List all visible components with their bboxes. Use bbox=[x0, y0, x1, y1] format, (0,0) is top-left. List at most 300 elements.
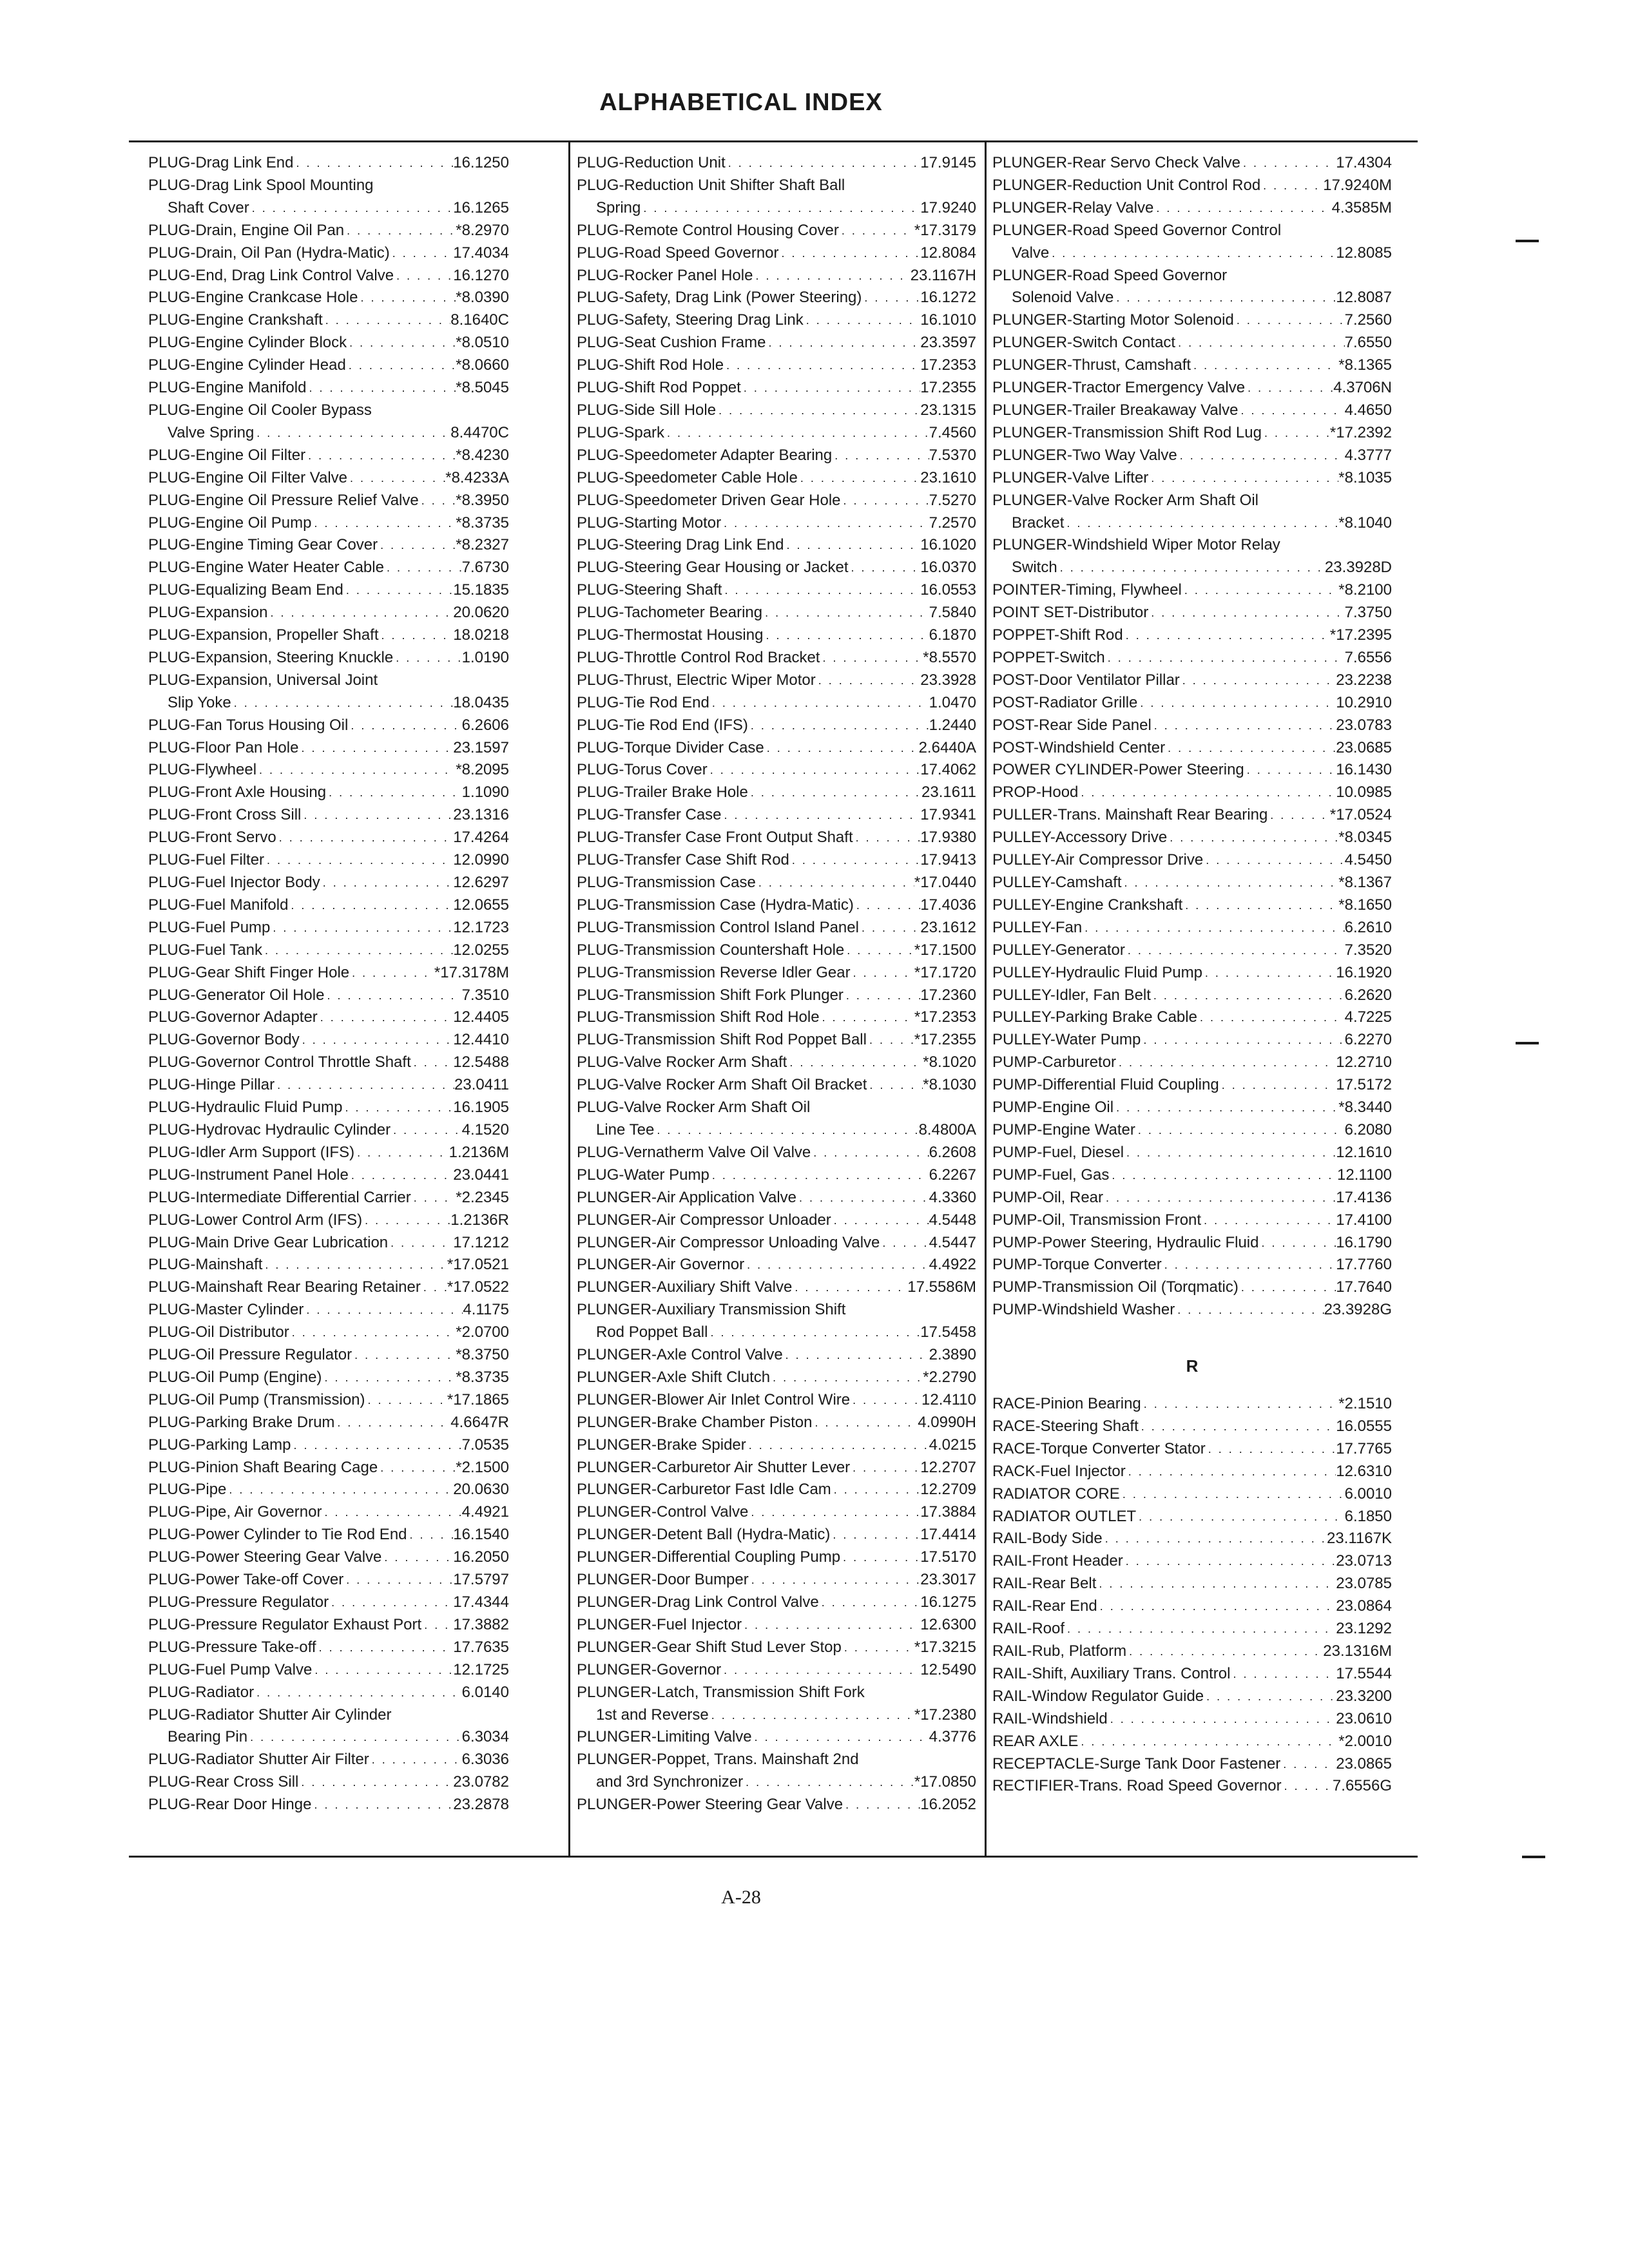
dot-leader bbox=[1151, 985, 1345, 1007]
entry-reference-number: 7.6556G bbox=[1332, 1777, 1392, 1795]
entry-reference-number: 12.1725 bbox=[453, 1660, 509, 1678]
entry-reference-number: 12.8085 bbox=[1336, 244, 1392, 262]
index-entry bbox=[577, 399, 976, 422]
index-entry bbox=[992, 782, 1392, 804]
index-entry bbox=[577, 1074, 976, 1097]
entry-reference-number: 23.0685 bbox=[1336, 738, 1392, 756]
dot-leader bbox=[862, 287, 920, 309]
index-entry bbox=[577, 1591, 976, 1614]
index-entry bbox=[992, 1663, 1392, 1686]
entry-reference-number: 23.3928G bbox=[1324, 1301, 1392, 1319]
dot-leader bbox=[1057, 557, 1325, 579]
dot-leader bbox=[421, 1276, 447, 1299]
dot-leader bbox=[1148, 467, 1338, 490]
entry-reference-number: 17.5544 bbox=[1336, 1664, 1392, 1682]
dot-leader bbox=[254, 1682, 462, 1704]
entry-reference-number: 12.0255 bbox=[453, 941, 509, 959]
index-entry bbox=[577, 197, 976, 220]
dot-leader bbox=[709, 1704, 914, 1727]
entry-term: PLUG-Pipe bbox=[148, 1481, 227, 1499]
index-entry bbox=[148, 962, 509, 985]
index-entry bbox=[148, 1164, 509, 1187]
entry-reference-number: *17.0440 bbox=[914, 874, 976, 891]
dot-leader bbox=[1108, 1708, 1336, 1731]
dot-leader bbox=[849, 557, 921, 579]
entry-reference-number: 12.0990 bbox=[453, 851, 509, 869]
dot-leader bbox=[348, 715, 461, 737]
dot-leader bbox=[841, 490, 929, 512]
entry-reference-number: 4.3777 bbox=[1344, 446, 1392, 464]
entry-reference-number: *8.3440 bbox=[1338, 1099, 1392, 1117]
index-entry bbox=[148, 1187, 509, 1209]
index-entry bbox=[148, 1591, 509, 1614]
entry-term: PLUG-Hydraulic Fluid Pump bbox=[148, 1099, 343, 1117]
index-entry bbox=[577, 939, 976, 962]
entry-term: PLUG-Pressure Take-off bbox=[148, 1638, 316, 1656]
index-entry bbox=[148, 557, 509, 579]
entry-reference-number: *8.3750 bbox=[456, 1346, 509, 1364]
entry-term: PLUG-Trailer Brake Hole bbox=[577, 783, 748, 802]
index-entry bbox=[992, 1438, 1392, 1461]
dot-leader bbox=[1113, 287, 1336, 309]
entry-term: Bearing Pin bbox=[168, 1728, 248, 1746]
entry-reference-number: 12.1610 bbox=[1336, 1143, 1392, 1161]
dot-leader bbox=[744, 1254, 929, 1276]
index-entry bbox=[992, 287, 1392, 309]
index-entry bbox=[148, 332, 509, 354]
dot-leader bbox=[850, 1457, 920, 1479]
entry-reference-number: *8.1650 bbox=[1338, 896, 1392, 914]
entry-term: PLUG-Fuel Pump bbox=[148, 918, 271, 936]
entry-reference-number: 4.3706N bbox=[1333, 379, 1392, 397]
dot-leader bbox=[1238, 399, 1344, 422]
index-entry bbox=[148, 1794, 509, 1816]
index-entry bbox=[577, 152, 976, 175]
entry-term: PULLEY-Parking Brake Cable bbox=[992, 1008, 1197, 1026]
entry-term: PLUG-Torque Divider Case bbox=[577, 738, 764, 756]
index-column-3 bbox=[992, 152, 1392, 1798]
index-entry bbox=[148, 422, 509, 445]
entry-reference-number: 23.1167H bbox=[910, 266, 976, 284]
dot-leader bbox=[842, 1637, 914, 1659]
index-entry bbox=[148, 152, 509, 175]
entry-reference-number: *8.2970 bbox=[456, 221, 509, 239]
index-entry-heading: PLUNGER-Road Speed Governor bbox=[992, 266, 1228, 284]
entry-term: RAIL-Window Regulator Guide bbox=[992, 1687, 1204, 1705]
dot-leader bbox=[1165, 737, 1336, 760]
dot-leader bbox=[1258, 1232, 1336, 1254]
entry-term: PLUNGER-Relay Valve bbox=[992, 198, 1154, 216]
entry-reference-number: *2.1500 bbox=[456, 1458, 509, 1476]
index-entry bbox=[577, 422, 976, 445]
entry-term: PLUNGER-Carburetor Fast Idle Cam bbox=[577, 1481, 831, 1499]
entry-term: PLUG-Seat Cushion Frame bbox=[577, 334, 766, 352]
entry-reference-number: *17.1865 bbox=[447, 1390, 509, 1408]
dot-leader bbox=[322, 1367, 456, 1389]
index-entry bbox=[992, 1209, 1392, 1232]
index-entry bbox=[148, 1546, 509, 1569]
entry-term: PULLEY-Air Compressor Drive bbox=[992, 851, 1204, 869]
entry-reference-number: *2.2345 bbox=[456, 1188, 509, 1206]
entry-reference-number: 17.4036 bbox=[920, 896, 976, 914]
index-entry bbox=[148, 309, 509, 332]
index-entry bbox=[577, 1276, 976, 1299]
entry-reference-number: 12.8084 bbox=[920, 244, 976, 262]
dot-leader bbox=[741, 377, 920, 399]
dot-leader bbox=[770, 1367, 923, 1389]
entry-term: PLUG-Throttle Control Rod Bracket bbox=[577, 648, 820, 666]
entry-reference-number: 16.1920 bbox=[1336, 963, 1392, 981]
entry-term: PLUG-Engine Water Heater Cable bbox=[148, 559, 384, 577]
entry-term: PLUG-Spark bbox=[577, 423, 665, 441]
index-entry bbox=[992, 1164, 1392, 1187]
dot-leader bbox=[749, 1569, 920, 1591]
index-entry bbox=[992, 849, 1392, 872]
entry-term: PLUNGER-Door Bumper bbox=[577, 1571, 749, 1589]
dot-leader bbox=[709, 692, 929, 715]
entry-reference-number: *8.3735 bbox=[456, 514, 509, 532]
dot-leader bbox=[796, 1187, 929, 1209]
dot-leader bbox=[334, 1412, 450, 1434]
index-entry bbox=[577, 1142, 976, 1164]
entry-reference-number: 2.3890 bbox=[929, 1346, 976, 1364]
entry-term: PLUG-Transmission Shift Rod Poppet Ball bbox=[577, 1031, 867, 1049]
index-entry bbox=[992, 309, 1392, 332]
dot-leader bbox=[311, 512, 456, 535]
index-entry bbox=[148, 1749, 509, 1771]
index-entry-heading: PLUG-Expansion, Universal Joint bbox=[148, 671, 378, 689]
index-entry bbox=[992, 1461, 1392, 1483]
dot-leader bbox=[1124, 1142, 1336, 1164]
entry-reference-number: 7.6730 bbox=[461, 559, 509, 577]
index-entry bbox=[148, 715, 509, 737]
entry-term: PLUG-Hydrovac Hydraulic Cylinder bbox=[148, 1120, 391, 1139]
dot-leader bbox=[276, 827, 454, 849]
dot-leader bbox=[753, 265, 910, 287]
index-entry bbox=[577, 647, 976, 669]
entry-reference-number: 6.2608 bbox=[929, 1143, 976, 1161]
index-entry bbox=[148, 467, 509, 490]
index-entry bbox=[148, 197, 509, 220]
entry-term: Solenoid Valve bbox=[1012, 289, 1114, 307]
dot-leader bbox=[783, 1344, 929, 1367]
entry-term: RAIL-Roof bbox=[992, 1620, 1065, 1638]
index-entry bbox=[148, 1457, 509, 1479]
index-entry bbox=[992, 1753, 1392, 1776]
entry-term: RAIL-Rear Belt bbox=[992, 1575, 1097, 1593]
dot-leader bbox=[664, 422, 929, 445]
dot-leader bbox=[275, 1074, 454, 1097]
index-entry bbox=[577, 1637, 976, 1659]
entry-term: POST-Rear Side Panel bbox=[992, 716, 1152, 734]
dot-leader bbox=[853, 827, 921, 849]
entry-reference-number: 23.0441 bbox=[453, 1166, 509, 1184]
dot-leader bbox=[369, 1749, 462, 1771]
entry-reference-number: 1.2440 bbox=[929, 716, 976, 734]
index-entry bbox=[148, 512, 509, 535]
index-section-r bbox=[992, 1393, 1392, 1798]
dot-leader bbox=[1122, 872, 1339, 894]
entry-reference-number: *17.0524 bbox=[1329, 806, 1392, 824]
entry-term: PLUG-Engine Oil Pressure Relief Valve bbox=[148, 491, 419, 509]
index-entry bbox=[992, 1640, 1392, 1663]
dot-leader bbox=[820, 647, 923, 669]
dot-leader bbox=[851, 962, 914, 985]
entry-term: PLUG-Safety, Drag Link (Power Steering) bbox=[577, 289, 862, 307]
entry-reference-number: 17.3882 bbox=[453, 1615, 509, 1633]
index-entry bbox=[577, 1524, 976, 1546]
entry-term: PULLEY-Water Pump bbox=[992, 1031, 1141, 1049]
dot-leader bbox=[304, 1299, 463, 1321]
entry-reference-number: 20.0620 bbox=[453, 604, 509, 622]
entry-term: PLUG-Transmission Case bbox=[577, 874, 756, 891]
index-entry bbox=[577, 692, 976, 715]
index-column-1 bbox=[148, 152, 509, 1816]
entry-term: PLUG-Transmission Control Island Panel bbox=[577, 918, 859, 936]
index-entry bbox=[148, 1006, 509, 1029]
entry-reference-number: *8.3735 bbox=[456, 1368, 509, 1386]
index-entry bbox=[148, 1434, 509, 1457]
entry-term: PLUG-Governor Adapter bbox=[148, 1008, 318, 1026]
index-entry bbox=[577, 1187, 976, 1209]
entry-term: PUMP-Engine Oil bbox=[992, 1099, 1114, 1117]
entry-reference-number: 16.1430 bbox=[1336, 761, 1392, 779]
index-entry-heading: PLUNGER-Latch, Transmission Shift Fork bbox=[577, 1683, 865, 1701]
entry-reference-number: *8.1020 bbox=[923, 1053, 976, 1072]
entry-term: Switch bbox=[1012, 559, 1057, 577]
dot-leader bbox=[298, 737, 453, 760]
dot-leader bbox=[763, 624, 929, 647]
index-entry bbox=[577, 985, 976, 1007]
margin-mark bbox=[1522, 1856, 1545, 1858]
index-entry bbox=[148, 1771, 509, 1794]
entry-reference-number: *8.1040 bbox=[1338, 514, 1392, 532]
entry-reference-number: 6.0140 bbox=[461, 1683, 509, 1701]
entry-term: PLUG-Safety, Steering Drag Link bbox=[577, 311, 804, 329]
index-entry bbox=[577, 467, 976, 490]
index-entry bbox=[148, 1524, 509, 1546]
entry-term: PULLEY-Engine Crankshaft bbox=[992, 896, 1183, 914]
entry-reference-number: 12.8087 bbox=[1336, 289, 1392, 307]
entry-reference-number: 8.1640C bbox=[450, 311, 509, 329]
index-entry bbox=[148, 827, 509, 849]
index-entry bbox=[992, 354, 1392, 377]
dot-leader bbox=[1197, 1006, 1345, 1029]
dot-leader bbox=[859, 917, 920, 939]
index-entry bbox=[992, 1775, 1392, 1798]
dot-leader bbox=[301, 804, 453, 827]
dot-leader bbox=[1180, 669, 1336, 692]
index-entry bbox=[577, 1569, 976, 1591]
index-entry-heading: PLUG-Valve Rocker Arm Shaft Oil bbox=[577, 1099, 811, 1117]
column-divider-2 bbox=[985, 142, 987, 1856]
index-entry bbox=[577, 1614, 976, 1637]
entry-term: PLUNGER-Limiting Valve bbox=[577, 1728, 752, 1746]
dot-leader bbox=[764, 737, 919, 760]
index-entry bbox=[148, 242, 509, 265]
entry-term: PLUG-Valve Rocker Arm Shaft Oil Bracket bbox=[577, 1076, 867, 1094]
entry-reference-number: *17.0850 bbox=[914, 1773, 976, 1791]
entry-reference-number: 4.6647R bbox=[450, 1413, 509, 1431]
dot-leader bbox=[1182, 579, 1338, 602]
dot-leader bbox=[1245, 377, 1333, 399]
entry-reference-number: 17.2353 bbox=[920, 356, 976, 374]
column-divider-1 bbox=[568, 142, 570, 1856]
dot-leader bbox=[365, 1389, 447, 1412]
entry-term: PLUG-Mainshaft Rear Bearing Retainer bbox=[148, 1278, 421, 1296]
entry-term: PLUG-Pressure Regulator Exhaust Port bbox=[148, 1615, 422, 1633]
index-entry bbox=[148, 1074, 509, 1097]
entry-reference-number: 17.9341 bbox=[920, 806, 976, 824]
entry-term: RECTIFIER-Trans. Road Speed Governor bbox=[992, 1777, 1282, 1795]
index-entry bbox=[577, 1052, 976, 1074]
entry-term: PLUG-Front Servo bbox=[148, 829, 276, 847]
index-entry bbox=[992, 894, 1392, 917]
entry-term: POST-Radiator Grille bbox=[992, 693, 1138, 711]
entry-reference-number: 16.1905 bbox=[453, 1099, 509, 1117]
entry-term: PLUG-Tachometer Bearing bbox=[577, 604, 763, 622]
dot-leader bbox=[787, 1052, 923, 1074]
dot-leader bbox=[1123, 1550, 1336, 1573]
dot-leader bbox=[411, 1187, 456, 1209]
dot-leader bbox=[1139, 1416, 1336, 1438]
index-entry bbox=[992, 985, 1392, 1007]
entry-term: PLUNGER-Brake Chamber Piston bbox=[577, 1413, 813, 1431]
dot-leader bbox=[1162, 1254, 1336, 1276]
index-entry bbox=[148, 1479, 509, 1501]
dot-leader bbox=[1096, 1573, 1336, 1595]
entry-reference-number: *17.3179 bbox=[914, 221, 976, 239]
index-entry-heading: PLUNGER-Valve Rocker Arm Shaft Oil bbox=[992, 491, 1259, 509]
entry-reference-number: 12.4410 bbox=[453, 1031, 509, 1049]
entry-reference-number: *8.5045 bbox=[456, 379, 509, 397]
entry-reference-number: 1.0470 bbox=[929, 693, 976, 711]
entry-term: PLUG-Speedometer Cable Hole bbox=[577, 468, 798, 486]
entry-term: PLUG-Mainshaft bbox=[148, 1256, 263, 1274]
dot-leader bbox=[708, 1321, 920, 1344]
entry-reference-number: 17.4344 bbox=[453, 1593, 509, 1611]
entry-term: PLUG-Power Steering Gear Valve bbox=[148, 1548, 382, 1566]
dot-leader bbox=[1244, 759, 1336, 782]
entry-reference-number: 4.3776 bbox=[929, 1728, 976, 1746]
index-column-2 bbox=[577, 152, 976, 1816]
entry-reference-number: *8.4233A bbox=[445, 468, 509, 486]
index-entry bbox=[992, 692, 1392, 715]
entry-term: REAR AXLE bbox=[992, 1732, 1079, 1750]
entry-term: Spring bbox=[596, 198, 641, 216]
index-entry bbox=[992, 512, 1392, 535]
dot-leader bbox=[316, 1637, 454, 1659]
index-entry bbox=[577, 242, 976, 265]
index-entry-heading: PLUG-Radiator Shutter Air Cylinder bbox=[148, 1706, 392, 1724]
index-entry bbox=[992, 1528, 1392, 1550]
entry-reference-number: 7.3520 bbox=[1344, 941, 1392, 959]
dot-leader bbox=[722, 804, 921, 827]
index-entry bbox=[577, 354, 976, 377]
dot-leader bbox=[378, 1457, 456, 1479]
entry-term: 1st and Reverse bbox=[596, 1706, 709, 1724]
index-entry bbox=[148, 1254, 509, 1276]
dot-leader bbox=[1136, 1506, 1344, 1528]
index-entry bbox=[148, 849, 509, 872]
entry-reference-number: 23.1610 bbox=[920, 468, 976, 486]
entry-reference-number: 23.3200 bbox=[1336, 1687, 1392, 1705]
dot-leader bbox=[262, 1254, 447, 1276]
entry-reference-number: 2.6440A bbox=[918, 738, 976, 756]
index-entry bbox=[577, 782, 976, 804]
index-entry bbox=[992, 175, 1392, 197]
index-entry bbox=[577, 1006, 976, 1029]
entry-term: PLUG-Speedometer Driven Gear Hole bbox=[577, 491, 841, 509]
entry-reference-number: 7.0535 bbox=[461, 1436, 509, 1454]
entry-term: PLUG-Pinion Shaft Bearing Cage bbox=[148, 1458, 378, 1476]
entry-reference-number: *17.2395 bbox=[1329, 626, 1392, 644]
entry-term: PLUNGER-Valve Lifter bbox=[992, 468, 1149, 486]
entry-term: PLUNGER-Switch Contact bbox=[992, 334, 1176, 352]
index-entry bbox=[148, 265, 509, 287]
entry-reference-number: 23.3017 bbox=[920, 1571, 976, 1589]
entry-reference-number: *17.1500 bbox=[914, 941, 976, 959]
entry-term: PUMP-Fuel, Gas bbox=[992, 1166, 1110, 1184]
index-entry bbox=[148, 1209, 509, 1232]
entry-term: PLUG-Fuel Manifold bbox=[148, 896, 289, 914]
entry-term: PLUNGER-Thrust, Camshaft bbox=[992, 356, 1191, 374]
entry-reference-number: 17.7640 bbox=[1336, 1278, 1392, 1296]
entry-term: PLUG-Front Cross Sill bbox=[148, 806, 302, 824]
entry-reference-number: 7.3750 bbox=[1344, 604, 1392, 622]
dot-leader bbox=[354, 1142, 449, 1164]
index-entry bbox=[992, 557, 1392, 579]
index-entry bbox=[148, 579, 509, 602]
entry-reference-number: 23.0411 bbox=[454, 1076, 509, 1094]
dot-leader bbox=[1219, 1074, 1336, 1097]
index-entry bbox=[148, 985, 509, 1007]
index-entry bbox=[992, 1006, 1392, 1029]
dot-leader bbox=[812, 1412, 918, 1434]
index-entry bbox=[577, 1771, 976, 1794]
entry-reference-number: *8.0510 bbox=[456, 334, 509, 352]
entry-reference-number: 12.1723 bbox=[453, 918, 509, 936]
entry-reference-number: 6.1850 bbox=[1344, 1507, 1392, 1525]
entry-term: RAIL-Body Side bbox=[992, 1530, 1103, 1548]
entry-term: RADIATOR CORE bbox=[992, 1485, 1120, 1503]
dot-leader bbox=[721, 1659, 920, 1682]
entry-term: PULLEY-Idler, Fan Belt bbox=[992, 986, 1151, 1004]
entry-reference-number: *17.1720 bbox=[914, 963, 976, 981]
entry-term: PLUG-Fuel Filter bbox=[148, 851, 265, 869]
entry-reference-number: 17.5458 bbox=[920, 1323, 976, 1341]
dot-leader bbox=[641, 197, 920, 220]
entry-term: POINT SET-Distributor bbox=[992, 604, 1149, 622]
index-entry-heading: PLUG-Drag Link Spool Mounting bbox=[148, 176, 374, 194]
dot-leader bbox=[1123, 624, 1330, 647]
entry-reference-number: 23.3928D bbox=[1324, 559, 1392, 577]
index-entry bbox=[577, 1412, 976, 1434]
entry-term: PLUG-End, Drag Link Control Valve bbox=[148, 266, 394, 284]
dot-leader bbox=[306, 377, 456, 399]
index-entry bbox=[992, 1686, 1392, 1708]
index-entry bbox=[577, 534, 976, 557]
index-entry bbox=[577, 849, 976, 872]
entry-term: PLUNGER-Air Compressor Unloader bbox=[577, 1211, 831, 1229]
dot-leader bbox=[300, 1029, 453, 1052]
entry-term: PUMP-Power Steering, Hydraulic Fluid bbox=[992, 1233, 1259, 1251]
entry-reference-number: 23.0865 bbox=[1336, 1754, 1392, 1773]
index-entry bbox=[148, 1276, 509, 1299]
dot-leader bbox=[347, 467, 445, 490]
entry-term: PLUG-Fuel Tank bbox=[148, 941, 262, 959]
entry-term: PLUG-Intermediate Differential Carrier bbox=[148, 1188, 411, 1206]
